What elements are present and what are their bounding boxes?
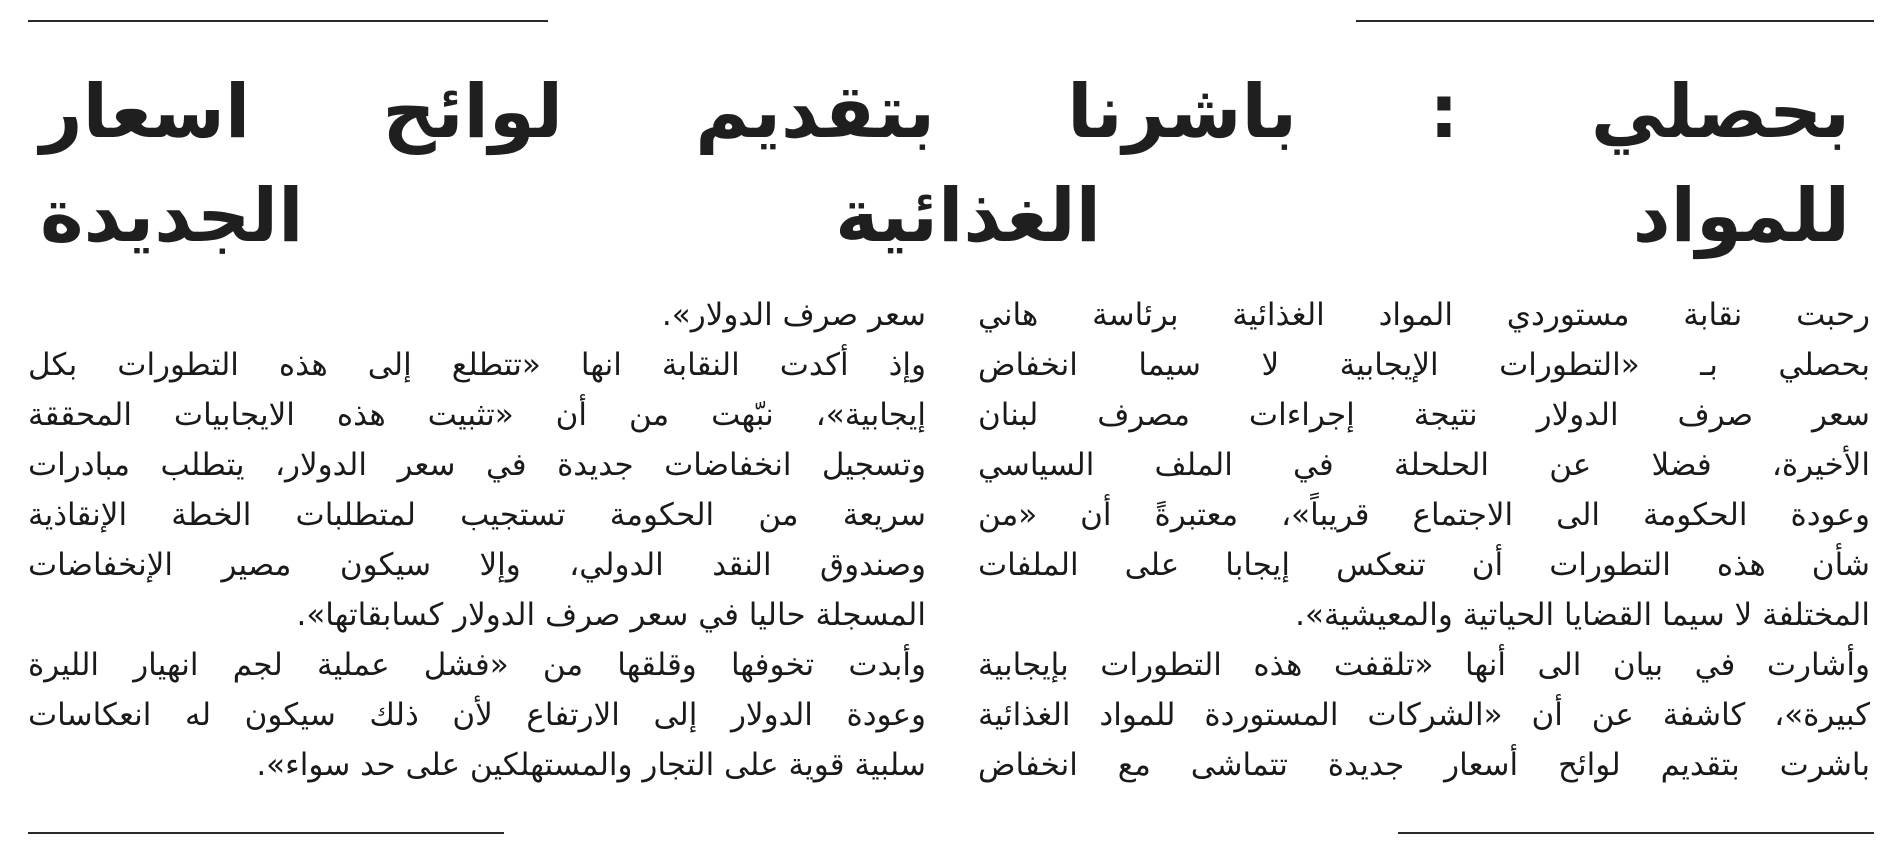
text-line: الأخيرة، فضلا عن الحلحلة في الملف السياسي bbox=[978, 447, 1870, 483]
text-line: شأن هذه التطورات أن تنعكس إيجابا على الملفات bbox=[978, 547, 1870, 583]
text-line: وتسجيل انخفاضات جديدة في سعر الدولار، يتطلب مبادرات bbox=[28, 447, 926, 483]
article-column-left bbox=[28, 290, 926, 790]
bottom-right-rule bbox=[1398, 832, 1874, 834]
text-line: وصندوق النقد الدولي، وإلا سيكون مصير الإنخفاضات bbox=[28, 547, 926, 583]
text-line: بحصلي بـ «التطورات الإيجابية لا سيما انخفاض bbox=[978, 347, 1870, 383]
text-line: المختلفة لا سيما القضايا الحياتية والمعيشية». bbox=[1295, 597, 1870, 633]
text-line: سعر صرف الدولار نتيجة إجراءات مصرف لبنان bbox=[978, 397, 1870, 433]
text-line: وعودة الدولار إلى الارتفاع لأن ذلك سيكون له انعكاسات bbox=[28, 697, 926, 733]
text-line: سعر صرف الدولار». bbox=[661, 297, 926, 333]
text-line: باشرت بتقديم لوائح أسعار جديدة تتماشى مع انخفاض bbox=[978, 747, 1870, 783]
headline-line-1: بحصلي : باشرنا بتقديم لوائح اسعار bbox=[40, 69, 1850, 155]
text-line: سلبية قوية على التجار والمستهلكين على حد سواء». bbox=[256, 747, 926, 783]
text-line: وإذ أكدت النقابة انها «تتطلع إلى هذه التطورات بكل bbox=[28, 347, 926, 383]
headline-line-2: للمواد الغذائية الجديدة bbox=[40, 173, 1850, 259]
text-line: المسجلة حاليا في سعر صرف الدولار كسابقاتها». bbox=[296, 597, 926, 633]
bottom-left-rule bbox=[28, 832, 504, 834]
text-line: سريعة من الحكومة تستجيب لمتطلبات الخطة الإنقاذية bbox=[28, 497, 926, 533]
text-line: وأشارت في بيان الى أنها «تلقفت هذه التطورات بإيجابية bbox=[978, 647, 1870, 683]
text-line: كبيرة»، كاشفة عن أن «الشركات المستوردة للمواد الغذائية bbox=[978, 697, 1870, 733]
article-column-right bbox=[978, 290, 1870, 790]
text-line: رحبت نقابة مستوردي المواد الغذائية برئاسة هاني bbox=[978, 297, 1870, 333]
text-line: إيجابية»، نبّهت من أن «تثبيت هذه الايجابيات المحققة bbox=[28, 397, 926, 433]
top-left-rule bbox=[28, 20, 548, 22]
top-right-rule bbox=[1356, 20, 1874, 22]
text-line: وأبدت تخوفها وقلقها من «فشل عملية لجم انهيار الليرة bbox=[28, 647, 926, 683]
text-line: وعودة الحكومة الى الاجتماع قريباً»، معتبرةً أن «من bbox=[978, 497, 1870, 533]
